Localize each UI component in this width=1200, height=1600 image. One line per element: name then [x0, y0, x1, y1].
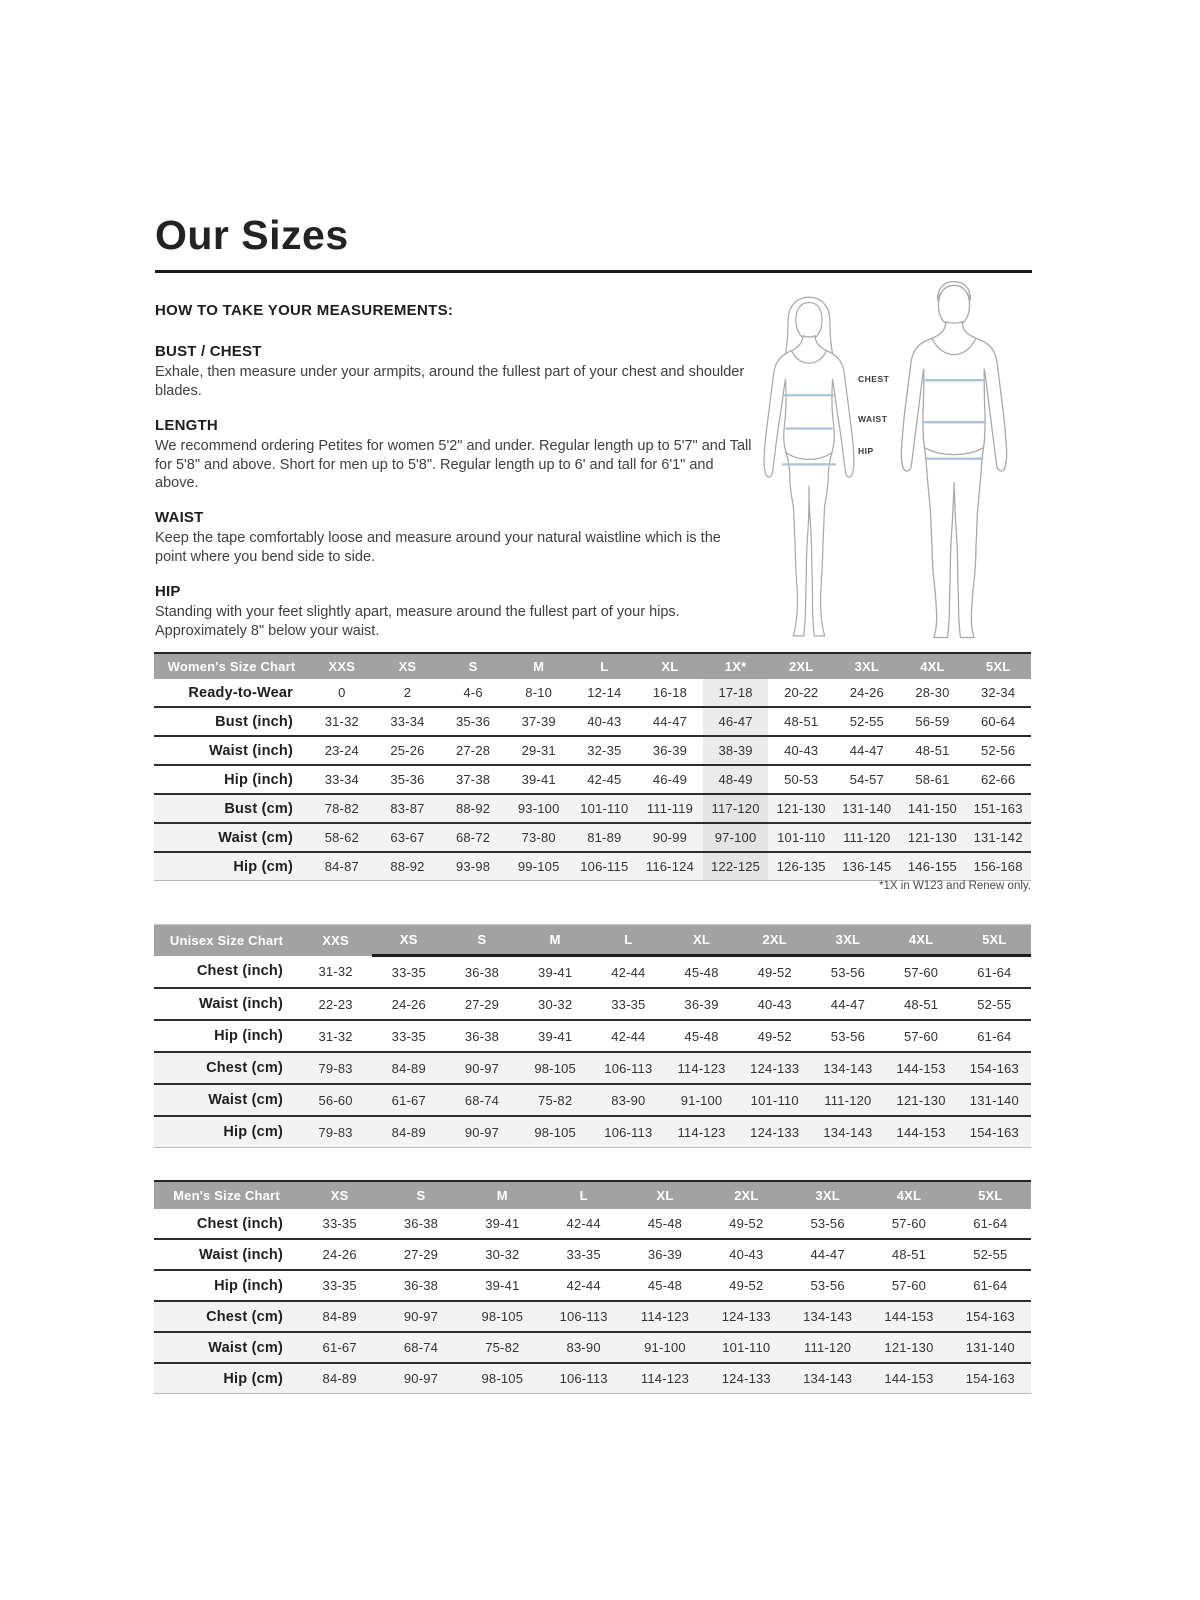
size-cell: 81-89 — [572, 823, 638, 852]
male-figure-illustration — [890, 278, 1018, 643]
size-cell: 24-26 — [372, 988, 445, 1020]
size-cell: 32-34 — [965, 679, 1031, 707]
female-figure-illustration — [748, 292, 870, 642]
size-cell: 83-90 — [543, 1332, 624, 1363]
size-cell: 33-34 — [375, 707, 441, 736]
size-cell: 25-26 — [375, 736, 441, 765]
size-cell: 36-38 — [445, 1020, 518, 1052]
size-cell: 58-61 — [900, 765, 966, 794]
size-cell: 33-35 — [543, 1239, 624, 1270]
size-cell: 84-89 — [372, 1052, 445, 1084]
column-header: L — [543, 1181, 624, 1209]
column-header: XL — [624, 1181, 705, 1209]
size-cell: 36-38 — [380, 1209, 461, 1239]
size-cell: 106-113 — [543, 1301, 624, 1332]
size-cell: 38-39 — [703, 736, 769, 765]
size-cell: 98-105 — [462, 1363, 543, 1394]
size-cell: 31-32 — [299, 1020, 372, 1052]
size-cell: 73-80 — [506, 823, 572, 852]
size-cell: 39-41 — [519, 1020, 592, 1052]
column-header: 5XL — [965, 653, 1031, 679]
size-cell: 84-89 — [299, 1301, 380, 1332]
size-cell: 39-41 — [462, 1270, 543, 1301]
row-label: Waist (cm) — [154, 1084, 299, 1116]
size-cell: 79-83 — [299, 1052, 372, 1084]
size-cell: 98-105 — [462, 1301, 543, 1332]
size-cell: 121-130 — [900, 823, 966, 852]
womens-size-table — [154, 652, 1031, 881]
row-label: Waist (inch) — [154, 736, 309, 765]
column-header: L — [592, 925, 665, 956]
male-head — [938, 285, 969, 326]
size-cell: 106-115 — [572, 852, 638, 881]
size-cell: 75-82 — [519, 1084, 592, 1116]
size-cell: 126-135 — [768, 852, 834, 881]
size-cell: 39-41 — [506, 765, 572, 794]
column-header: XXS — [309, 653, 375, 679]
size-cell: 44-47 — [811, 988, 884, 1020]
size-cell: 151-163 — [965, 794, 1031, 823]
row-label: Bust (cm) — [154, 794, 309, 823]
size-cell: 101-110 — [572, 794, 638, 823]
column-header: 4XL — [885, 925, 958, 956]
size-cell: 45-48 — [624, 1270, 705, 1301]
size-cell: 144-153 — [868, 1301, 949, 1332]
size-cell: 61-64 — [950, 1270, 1031, 1301]
size-cell: 117-120 — [703, 794, 769, 823]
female-body-outline — [764, 336, 854, 636]
instruction-section-hip — [155, 583, 755, 641]
size-cell: 91-100 — [624, 1332, 705, 1363]
size-cell: 106-113 — [592, 1052, 665, 1084]
size-cell: 122-125 — [703, 852, 769, 881]
column-header: L — [572, 653, 638, 679]
size-cell: 131-140 — [958, 1084, 1031, 1116]
size-cell: 134-143 — [787, 1363, 868, 1394]
size-cell: 42-44 — [592, 956, 665, 989]
size-cell: 114-123 — [665, 1052, 738, 1084]
column-header: 5XL — [958, 925, 1031, 956]
size-cell: 33-35 — [592, 988, 665, 1020]
size-cell: 49-52 — [738, 1020, 811, 1052]
size-cell: 88-92 — [440, 794, 506, 823]
size-cell: 57-60 — [868, 1209, 949, 1239]
size-cell: 90-97 — [445, 1052, 518, 1084]
mens-size-table — [154, 1180, 1031, 1394]
size-cell: 30-32 — [462, 1239, 543, 1270]
size-cell: 154-163 — [950, 1301, 1031, 1332]
column-header: S — [440, 653, 506, 679]
chest-label: CHEST — [858, 374, 890, 384]
size-cell: 98-105 — [519, 1116, 592, 1148]
size-cell: 121-130 — [885, 1084, 958, 1116]
size-cell: 36-38 — [380, 1270, 461, 1301]
size-cell: 4-6 — [440, 679, 506, 707]
column-header: XL — [665, 925, 738, 956]
size-cell: 48-51 — [868, 1239, 949, 1270]
size-cell: 42-44 — [592, 1020, 665, 1052]
size-cell: 42-44 — [543, 1270, 624, 1301]
size-cell: 134-143 — [811, 1052, 884, 1084]
section-title: BUST / CHEST — [155, 343, 262, 360]
size-cell: 24-26 — [834, 679, 900, 707]
column-header: 1X* — [703, 653, 769, 679]
size-cell: 49-52 — [706, 1209, 787, 1239]
size-cell: 44-47 — [834, 736, 900, 765]
size-cell: 124-133 — [738, 1052, 811, 1084]
column-header: 2XL — [706, 1181, 787, 1209]
size-cell: 90-99 — [637, 823, 703, 852]
size-cell: 53-56 — [811, 1020, 884, 1052]
size-cell: 53-56 — [787, 1270, 868, 1301]
size-cell: 134-143 — [787, 1301, 868, 1332]
column-header: 4XL — [900, 653, 966, 679]
size-cell: 52-56 — [965, 736, 1031, 765]
size-cell: 46-49 — [637, 765, 703, 794]
size-cell: 154-163 — [958, 1116, 1031, 1148]
size-cell: 99-105 — [506, 852, 572, 881]
size-cell: 53-56 — [811, 956, 884, 989]
size-cell: 63-67 — [375, 823, 441, 852]
size-cell: 31-32 — [299, 956, 372, 989]
size-cell: 8-10 — [506, 679, 572, 707]
section-body: Exhale, then measure under your armpits, around the fullest part of your chest and shoulder blades. — [155, 364, 745, 399]
column-header: S — [380, 1181, 461, 1209]
size-cell: 48-49 — [703, 765, 769, 794]
size-cell: 31-32 — [309, 707, 375, 736]
row-label: Chest (cm) — [154, 1052, 299, 1084]
size-cell: 27-28 — [440, 736, 506, 765]
column-header: 2XL — [768, 653, 834, 679]
size-cell: 33-35 — [372, 956, 445, 989]
size-cell: 101-110 — [738, 1084, 811, 1116]
section-title: WAIST — [155, 509, 204, 527]
size-cell: 84-89 — [299, 1363, 380, 1394]
size-cell: 144-153 — [885, 1116, 958, 1148]
size-cell: 93-98 — [440, 852, 506, 881]
size-cell: 12-14 — [572, 679, 638, 707]
size-cell: 33-35 — [299, 1270, 380, 1301]
size-cell: 154-163 — [950, 1363, 1031, 1394]
size-cell: 52-55 — [958, 988, 1031, 1020]
column-header: 4XL — [868, 1181, 949, 1209]
column-header: S — [445, 925, 518, 956]
size-cell: 16-18 — [637, 679, 703, 707]
size-cell: 98-105 — [519, 1052, 592, 1084]
row-label: Hip (inch) — [154, 765, 309, 794]
size-cell: 124-133 — [738, 1116, 811, 1148]
section-body: We recommend ordering Petites for women 5'2" and under. Regular length up to 5'7" and Tall for 5'8" and above. Short for men up to 5'8". Regular length up to 6' and tall for 6'1" and above. — [155, 437, 752, 492]
size-cell: 83-90 — [592, 1084, 665, 1116]
size-cell: 40-43 — [706, 1239, 787, 1270]
size-cell: 22-23 — [299, 988, 372, 1020]
size-cell: 141-150 — [900, 794, 966, 823]
size-cell: 36-39 — [624, 1239, 705, 1270]
size-cell: 124-133 — [706, 1301, 787, 1332]
column-header: 5XL — [950, 1181, 1031, 1209]
size-cell: 56-60 — [299, 1084, 372, 1116]
size-cell: 49-52 — [706, 1270, 787, 1301]
size-cell: 52-55 — [950, 1239, 1031, 1270]
size-cell: 2 — [375, 679, 441, 707]
section-body: Keep the tape comfortably loose and measure around your natural waistline which is the point where you bend side to side. — [155, 530, 721, 566]
size-cell: 36-39 — [665, 988, 738, 1020]
size-cell: 61-64 — [950, 1209, 1031, 1239]
size-cell: 48-51 — [900, 736, 966, 765]
size-cell: 61-64 — [958, 1020, 1031, 1052]
section-title: LENGTH — [155, 416, 218, 434]
size-cell: 84-87 — [309, 852, 375, 881]
size-cell: 121-130 — [768, 794, 834, 823]
size-cell: 124-133 — [706, 1363, 787, 1394]
size-cell: 90-97 — [380, 1301, 461, 1332]
size-cell: 44-47 — [637, 707, 703, 736]
size-cell: 131-142 — [965, 823, 1031, 852]
size-cell: 40-43 — [572, 707, 638, 736]
section-title: HIP — [155, 582, 181, 600]
female-head — [796, 303, 822, 341]
page-title: Our Sizes — [155, 212, 349, 258]
instructions-heading: HOW TO TAKE YOUR MEASUREMENTS: — [155, 302, 454, 319]
row-label: Hip (cm) — [154, 1116, 299, 1148]
row-label: Ready-to-Wear — [154, 679, 309, 707]
measurement-instructions — [155, 302, 755, 657]
row-label: Hip (inch) — [154, 1020, 299, 1052]
size-cell: 40-43 — [738, 988, 811, 1020]
size-cell: 146-155 — [900, 852, 966, 881]
row-label: Waist (cm) — [154, 823, 309, 852]
size-cell: 101-110 — [706, 1332, 787, 1363]
size-cell: 83-87 — [375, 794, 441, 823]
size-cell: 56-59 — [900, 707, 966, 736]
size-cell: 111-120 — [787, 1332, 868, 1363]
row-label: Hip (cm) — [154, 852, 309, 881]
size-cell: 23-24 — [309, 736, 375, 765]
size-cell: 54-57 — [834, 765, 900, 794]
column-header: 2XL — [738, 925, 811, 956]
column-header: 3XL — [811, 925, 884, 956]
size-cell: 27-29 — [445, 988, 518, 1020]
column-header: 3XL — [787, 1181, 868, 1209]
male-body-outline — [901, 322, 1006, 638]
size-cell: 48-51 — [768, 707, 834, 736]
size-cell: 68-74 — [380, 1332, 461, 1363]
size-cell: 32-35 — [572, 736, 638, 765]
size-cell: 50-53 — [768, 765, 834, 794]
size-cell: 90-97 — [445, 1116, 518, 1148]
size-cell: 60-64 — [965, 707, 1031, 736]
size-cell: 42-44 — [543, 1209, 624, 1239]
size-cell: 156-168 — [965, 852, 1031, 881]
size-cell: 61-67 — [372, 1084, 445, 1116]
size-cell: 28-30 — [900, 679, 966, 707]
size-cell: 46-47 — [703, 707, 769, 736]
column-header: M — [462, 1181, 543, 1209]
size-cell: 114-123 — [665, 1116, 738, 1148]
size-cell: 20-22 — [768, 679, 834, 707]
unisex-size-table — [154, 924, 1031, 1148]
instruction-section-bust-chest — [155, 343, 755, 401]
size-cell: 42-45 — [572, 765, 638, 794]
size-cell: 48-51 — [885, 988, 958, 1020]
size-cell: 111-120 — [834, 823, 900, 852]
size-cell: 114-123 — [624, 1363, 705, 1394]
size-cell: 84-89 — [372, 1116, 445, 1148]
size-cell: 0 — [309, 679, 375, 707]
size-cell: 106-113 — [543, 1363, 624, 1394]
size-cell: 131-140 — [950, 1332, 1031, 1363]
size-cell: 131-140 — [834, 794, 900, 823]
title-divider — [155, 270, 1032, 273]
instruction-section-waist — [155, 509, 755, 567]
hip-label: HIP — [858, 446, 874, 456]
size-cell: 68-72 — [440, 823, 506, 852]
instruction-section-length — [155, 417, 755, 494]
size-cell: 111-120 — [811, 1084, 884, 1116]
size-cell: 40-43 — [768, 736, 834, 765]
size-cell: 144-153 — [868, 1363, 949, 1394]
size-cell: 53-56 — [787, 1209, 868, 1239]
size-cell: 111-119 — [637, 794, 703, 823]
size-cell: 27-29 — [380, 1239, 461, 1270]
size-cell: 97-100 — [703, 823, 769, 852]
column-header: XL — [637, 653, 703, 679]
row-label: Waist (cm) — [154, 1332, 299, 1363]
size-cell: 24-26 — [299, 1239, 380, 1270]
size-cell: 33-35 — [372, 1020, 445, 1052]
size-cell: 39-41 — [462, 1209, 543, 1239]
size-cell: 52-55 — [834, 707, 900, 736]
size-cell: 62-66 — [965, 765, 1031, 794]
size-cell: 75-82 — [462, 1332, 543, 1363]
size-cell: 49-52 — [738, 956, 811, 989]
table-title: Unisex Size Chart — [154, 925, 299, 956]
measurement-figures — [740, 278, 1036, 646]
size-cell: 134-143 — [811, 1116, 884, 1148]
column-header: M — [519, 925, 592, 956]
row-label: Hip (cm) — [154, 1363, 299, 1394]
size-cell: 101-110 — [768, 823, 834, 852]
size-cell: 88-92 — [375, 852, 441, 881]
size-cell: 57-60 — [885, 956, 958, 989]
size-cell: 68-74 — [445, 1084, 518, 1116]
size-cell: 78-82 — [309, 794, 375, 823]
size-cell: 144-153 — [885, 1052, 958, 1084]
row-label: Waist (inch) — [154, 1239, 299, 1270]
size-cell: 33-34 — [309, 765, 375, 794]
size-cell: 36-39 — [637, 736, 703, 765]
size-cell: 37-38 — [440, 765, 506, 794]
row-label: Chest (inch) — [154, 956, 299, 989]
size-cell: 37-39 — [506, 707, 572, 736]
size-cell: 57-60 — [868, 1270, 949, 1301]
size-cell: 91-100 — [665, 1084, 738, 1116]
size-cell: 36-38 — [445, 956, 518, 989]
size-cell: 45-48 — [665, 1020, 738, 1052]
column-header: XS — [372, 925, 445, 956]
size-cell: 35-36 — [375, 765, 441, 794]
column-header: XS — [299, 1181, 380, 1209]
size-cell: 90-97 — [380, 1363, 461, 1394]
column-header: 3XL — [834, 653, 900, 679]
table-title: Men's Size Chart — [154, 1181, 299, 1209]
column-header: M — [506, 653, 572, 679]
table-title: Women's Size Chart — [154, 653, 309, 679]
row-label: Bust (inch) — [154, 707, 309, 736]
size-cell: 116-124 — [637, 852, 703, 881]
size-cell: 106-113 — [592, 1116, 665, 1148]
size-cell: 33-35 — [299, 1209, 380, 1239]
size-cell: 58-62 — [309, 823, 375, 852]
size-cell: 17-18 — [703, 679, 769, 707]
row-label: Chest (inch) — [154, 1209, 299, 1239]
size-cell: 29-31 — [506, 736, 572, 765]
size-cell: 154-163 — [958, 1052, 1031, 1084]
size-cell: 57-60 — [885, 1020, 958, 1052]
size-cell: 61-64 — [958, 956, 1031, 989]
size-cell: 44-47 — [787, 1239, 868, 1270]
section-body: Standing with your feet slightly apart, measure around the fullest part of your hips. Approximately 8" below your waist. — [155, 603, 680, 639]
size-cell: 136-145 — [834, 852, 900, 881]
size-cell: 45-48 — [665, 956, 738, 989]
size-cell: 61-67 — [299, 1332, 380, 1363]
size-cell: 93-100 — [506, 794, 572, 823]
size-cell: 121-130 — [868, 1332, 949, 1363]
column-header: XXS — [299, 925, 372, 956]
size-cell: 30-32 — [519, 988, 592, 1020]
size-cell: 39-41 — [519, 956, 592, 989]
size-cell: 79-83 — [299, 1116, 372, 1148]
row-label: Chest (cm) — [154, 1301, 299, 1332]
column-header: XS — [375, 653, 441, 679]
row-label: Waist (inch) — [154, 988, 299, 1020]
size-cell: 45-48 — [624, 1209, 705, 1239]
size-chart-footnote: *1X in W123 and Renew only. — [879, 880, 1031, 892]
size-cell: 35-36 — [440, 707, 506, 736]
row-label: Hip (inch) — [154, 1270, 299, 1301]
waist-label: WAIST — [858, 414, 888, 424]
size-cell: 114-123 — [624, 1301, 705, 1332]
